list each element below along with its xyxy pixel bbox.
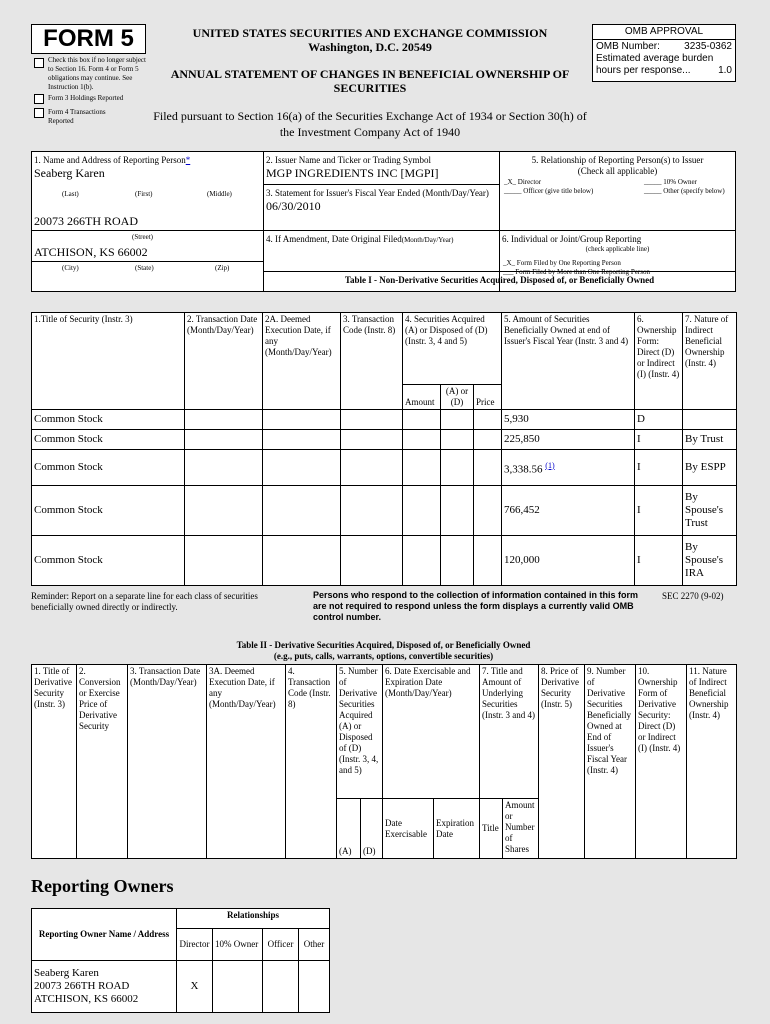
- t2-col-underlying: 7. Title and Amount of Underlying Securities (Instr. 3 and 4): [480, 665, 539, 799]
- ownership-form: D: [635, 410, 683, 430]
- statement-title: ANNUAL STATEMENT OF CHANGES IN BENEFICIAL OWNERSHIP OF SECURITIES: [170, 67, 570, 95]
- box2-issuer: [264, 152, 500, 185]
- table2-title: Table II - Derivative Securities Acquired, Disposed of, or Beneficially Owned: [236, 640, 531, 650]
- zip-caption: (Zip): [215, 264, 230, 272]
- ownership-form: I: [635, 430, 683, 450]
- security-title: Common Stock: [32, 410, 185, 430]
- t1-col-trans-code: 3. Transaction Code (Instr. 8): [341, 313, 403, 410]
- table-row: [32, 961, 330, 1013]
- amount-owned: 120,000: [502, 536, 635, 586]
- first-caption: (First): [135, 190, 153, 198]
- t1-col-amount: Amount: [403, 385, 441, 410]
- box1-label: 1. Name and Address of Reporting Person: [34, 155, 186, 165]
- box4-label: 4. If Amendment, Date Original Filed: [266, 234, 402, 244]
- ownership-form: I: [635, 450, 683, 486]
- t1-col-trans-date: 2. Transaction Date (Month/Day/Year): [185, 313, 263, 410]
- table-row: [32, 410, 737, 430]
- ownership-nature: [683, 410, 737, 430]
- omb-hours-label: hours per response...: [596, 65, 691, 76]
- street-caption: (Street): [132, 233, 153, 241]
- t1-col-title: 1.Title of Security (Instr. 3): [32, 313, 185, 410]
- top-boxes: [31, 151, 736, 292]
- omb-approval-box: [592, 24, 736, 82]
- fiscal-year-end: 06/30/2010: [266, 199, 321, 213]
- t2-col-form: 10. Ownership Form of Derivative Security: Direct (D) or Indirect (I) (Instr. 4): [636, 665, 687, 859]
- table-row: [32, 486, 737, 536]
- t1-col-nature: 7. Nature of Indirect Beneficial Ownership (Instr. 4): [683, 313, 737, 410]
- t2-col-d: (D): [361, 799, 383, 859]
- omb-hours: 1.0: [718, 65, 732, 76]
- officer-option[interactable]: _____ Officer (give title below): [504, 187, 594, 195]
- omb-burden: Estimated average burden: [596, 53, 714, 64]
- owner-director-mark: X: [177, 961, 213, 1013]
- other-option[interactable]: _____ Other (specify below): [644, 187, 725, 195]
- no-longer-subject-label: Check this box if no longer subject to Section 16. Form 4 or Form 5 obligations may continue. See Instruction 1(b).: [48, 56, 146, 91]
- amount-owned: 5,930: [502, 410, 635, 430]
- box2-label: 2. Issuer Name and Ticker or Trading Symbol: [266, 155, 431, 165]
- t1-col-ownership-form: 6. Ownership Form: Direct (D) or Indirect (I) (Instr. 4): [635, 313, 683, 410]
- t1-col-ad: (A) or (D): [441, 385, 474, 410]
- security-title: Common Stock: [32, 430, 185, 450]
- t2-col-u-title: Title: [480, 799, 503, 859]
- box4-label-small: (Month/Day/Year): [401, 236, 454, 244]
- table-row: [32, 536, 737, 586]
- table1-non-derivative: [31, 312, 737, 586]
- box1-reporting-person: [32, 152, 264, 291]
- city-caption: (City): [62, 264, 79, 272]
- box5-sub: (Check all applicable): [577, 166, 658, 176]
- ten-pct-option[interactable]: _____ 10% Owner: [644, 178, 697, 186]
- owner-col-other: Other: [299, 929, 330, 961]
- form4-transactions-label: Form 4 Transactions Reported: [48, 108, 106, 125]
- owner-col-name: Reporting Owner Name / Address: [32, 909, 177, 961]
- t2-col-nature: 11. Nature of Indirect Beneficial Ownership (Instr. 4): [687, 665, 737, 859]
- ownership-form: I: [635, 486, 683, 536]
- box3-fiscal-year: [264, 185, 500, 231]
- t2-col-a: (A): [337, 799, 361, 859]
- state-caption: (State): [135, 264, 154, 272]
- table-row: [32, 450, 737, 486]
- t2-col-number: 5. Number of Derivative Securities Acquired (A) or Disposed of (D) (Instr. 3, 4, and 5): [337, 665, 383, 799]
- form3-holdings-checkbox[interactable]: [34, 94, 44, 104]
- box5-relationship: [500, 152, 735, 231]
- t2-col-conversion: 2. Conversion or Exercise Price of Derivative Security: [77, 665, 128, 859]
- security-title: Common Stock: [32, 450, 185, 486]
- sec-code: SEC 2270 (9-02): [662, 591, 724, 601]
- box6-label: 6. Individual or Joint/Group Reporting: [502, 234, 642, 244]
- t1-col-price: Price: [474, 385, 502, 410]
- relationships-header: Relationships: [177, 909, 330, 929]
- omb-number-label: OMB Number:: [596, 41, 660, 52]
- t1-col-acquired: 4. Securities Acquired (A) or Disposed of (D) (Instr. 3, 4 and 5): [403, 313, 502, 385]
- table1-title: Table I - Non-Derivative Securities Acquired, Disposed of, or Beneficially Owned: [344, 275, 655, 285]
- box6-group-reporting: [500, 231, 735, 276]
- form-title-box: [31, 24, 146, 54]
- box1-asterisk[interactable]: *: [185, 155, 191, 165]
- t1-col-deemed-date: 2A. Deemed Execution Date, if any (Month/Day/Year): [263, 313, 341, 410]
- reporting-owners-table: [31, 908, 330, 1013]
- last-caption: (Last): [62, 190, 79, 198]
- t2-col-trans-code: 4. Transaction Code (Instr. 8): [286, 665, 337, 859]
- director-option[interactable]: _X_ Director: [504, 178, 542, 186]
- reporting-person-city: ATCHISON, KS 66002: [34, 245, 148, 259]
- t2-col-deemed-date: 3A. Deemed Execution Date, if any (Month/Day/Year): [207, 665, 286, 859]
- ownership-nature: By Spouse's Trust: [683, 486, 737, 536]
- security-title: Common Stock: [32, 486, 185, 536]
- t2-col-owned: 9. Number of Derivative Securities Beneficially Owned at End of Issuer's Fiscal Year (Instr. 4): [585, 665, 636, 859]
- no-longer-subject-checkbox[interactable]: [34, 58, 44, 68]
- agency-name: UNITED STATES SECURITIES AND EXCHANGE COMMISSION: [192, 26, 548, 40]
- owner-col-director: Director: [177, 929, 213, 961]
- checkbox-group: [34, 56, 149, 126]
- form-title: FORM 5: [43, 25, 134, 52]
- amount-owned: 3,338.56: [504, 463, 543, 476]
- reporting-owners-title: Reporting Owners: [31, 876, 174, 896]
- middle-caption: (Middle): [207, 190, 232, 198]
- form3-holdings-label: Form 3 Holdings Reported: [48, 94, 124, 102]
- box6-sub: (check applicable line): [585, 245, 650, 253]
- reporting-person-name: Seaberg Karen: [34, 166, 105, 180]
- owner-col-ten-pct: 10% Owner: [213, 929, 263, 961]
- footnote-link[interactable]: (1): [545, 460, 555, 470]
- form4-transactions-checkbox[interactable]: [34, 108, 44, 118]
- amount-owned: 766,452: [502, 486, 635, 536]
- agency-location: Washington, D.C. 20549: [308, 40, 432, 54]
- table2-subtitle: (e.g., puts, calls, warrants, options, convertible securities): [273, 651, 494, 661]
- persons-notice: Persons who respond to the collection of information contained in this form are not required to respond unless the form displays a currently valid OMB control number.: [313, 590, 639, 622]
- owner-street: 20073 266TH ROAD: [34, 980, 130, 992]
- t2-col-price: 8. Price of Derivative Security (Instr. 5): [539, 665, 585, 859]
- ownership-form: I: [635, 536, 683, 586]
- t1-col-amount-owned: 5. Amount of Securities Beneficially Owned at end of Issuer's Fiscal Year (Instr. 3 and 4): [502, 313, 635, 410]
- table-row: [32, 430, 737, 450]
- ownership-nature: By Trust: [683, 430, 737, 450]
- t2-col-u-amount: Amount or Number of Shares: [503, 799, 539, 859]
- filed-pursuant-text: Filed pursuant to Section 16(a) of the Securities Exchange Act of 1934 or Section 30(h) of the Investment Company Act of 1940: [153, 109, 587, 139]
- owner-name: Seaberg Karen: [34, 967, 99, 979]
- ownership-nature: By ESPP: [683, 450, 737, 486]
- t2-col-date-ex: Date Exercisable: [383, 799, 434, 859]
- box3-label: 3. Statement for Issuer's Fiscal Year Ended (Month/Day/Year): [266, 188, 489, 198]
- t2-col-trans-date: 3. Transaction Date (Month/Day/Year): [128, 665, 207, 859]
- more-persons-option[interactable]: ___ Form Filed by More than One Reporting Person: [503, 268, 650, 276]
- t2-col-title: 1. Title of Derivative Security (Instr. 3): [32, 665, 77, 859]
- reminder-text: Reminder: Report on a separate line for each class of securities beneficially owned directly or indirectly.: [31, 591, 258, 612]
- issuer-name: MGP INGREDIENTS INC [MGPI]: [266, 166, 439, 180]
- amount-owned: 225,850: [502, 430, 635, 450]
- omb-title: OMB APPROVAL: [593, 25, 735, 40]
- table2-derivative: [31, 664, 737, 859]
- owner-city: ATCHISON, KS 66002: [34, 993, 139, 1005]
- owner-col-officer: Officer: [263, 929, 299, 961]
- t2-col-exercisable: 6. Date Exercisable and Expiration Date (Month/Day/Year): [383, 665, 480, 799]
- security-title: Common Stock: [32, 536, 185, 586]
- t2-col-date-exp: Expiration Date: [434, 799, 480, 859]
- box5-label: 5. Relationship of Reporting Person(s) to Issuer: [531, 155, 704, 165]
- ownership-nature: By Spouse's IRA: [683, 536, 737, 586]
- omb-number: 3235-0362: [684, 41, 732, 52]
- one-person-option[interactable]: _X_ Form Filed by One Reporting Person: [503, 259, 621, 267]
- reporting-person-street: 20073 266TH ROAD: [34, 214, 138, 228]
